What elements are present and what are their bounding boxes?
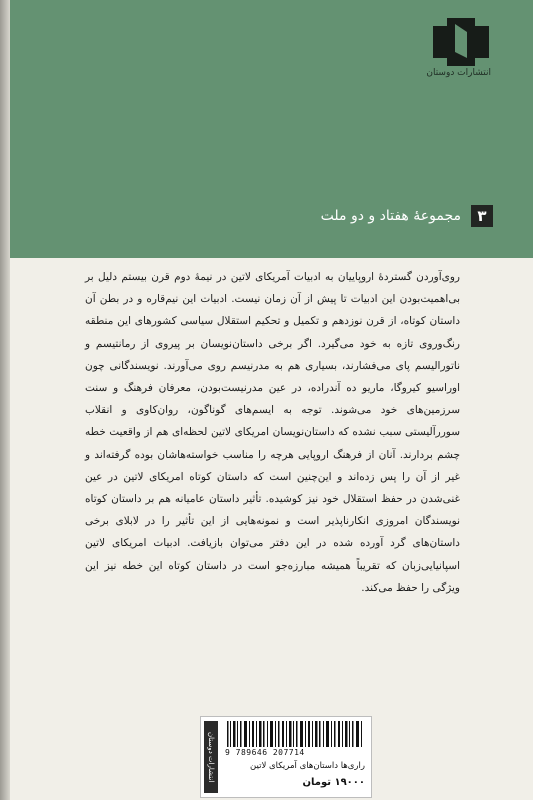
back-cover-blurb (85, 258, 460, 599)
series-number-badge: ۳ (471, 205, 493, 227)
price-label: ۱۹۰۰۰ تومان (302, 777, 365, 788)
series-label (321, 205, 493, 227)
spine-edge (0, 0, 10, 800)
barcode-sticker (200, 716, 372, 798)
cover-top-band (10, 0, 533, 258)
barcode-publisher-label: انتشارات دوستان (204, 721, 218, 793)
series-title: مجموعهٔ هفتاد و دو ملت (320, 208, 461, 224)
publisher-logo (426, 18, 491, 78)
publisher-logo-icon (433, 18, 489, 66)
blurb-paragraph: روی‌آوردن گستردهٔ اروپاییان به ادبیات آمریکای لاتین در نیمهٔ دوم قرن بیستم دلیل بر بی‌اهمیت‌بودن این ادبیات تا پیش از آن زمان نیست. ادبیات این نیم‌قاره و در بطن آن داستان کوتاه، از قرن نوزدهم و تکمیل و تحکیم استقلال سیاسی کشورهای این منطقه رنگ‌وروی تازه به خود می‌گیرد. اگر برخی داستان‌نویسان بر پیروی از رمانتیسم و ناتورالیسم پای می‌فشارند، بسیاری هم به مدرنیسم روی می‌آورند. نویسندگانی چون اوراسیو کیروگا، ماریو ده آندراده، در عین مدرنیست‌بودن، معرفان فرهنگ و سنت سرزمین‌های خود می‌شوند. توجه به ایسم‌های گوناگون، روان‌کاوی و انقلاب سوررآلیستی سبب نشده که داستان‌نویسان امریکای لاتین لحظه‌ای هم از واقعیت خطه چشم بردارند. آنان از فرهنگ اروپایی هرچه را مناسب خواسته‌هاشان بوده گرفته‌اند و غیر از آن را پس زده‌اند و این‌چنین است که داستان کوتاه امریکای لاتین در عین غنی‌شدن در حفظ استقلال خود نیز کوشیده. تأثیر داستان عامیانه هم بر داستان کوتاه نویسندگان امروزی انکارناپذیر است و نمونه‌هایی از این تأثیر را در لابلای برخی داستان‌های گرد آورده شده در این دفتر می‌توان بازیافت. ادبیات امریکای لاتین اسپانیایی‌زبان که تقریباً همیشه مبارزه‌جو است در داستان کوتاه این خطه نیز این ویژگی را حفظ می‌کند. (85, 271, 460, 594)
barcode-icon (225, 721, 365, 747)
publisher-name: انتشارات دوستان (426, 68, 491, 78)
isbn-digits: 9 789646 207714 (225, 748, 305, 757)
barcode-book-title: راری‌ها داستان‌های آمریکای لاتین (250, 761, 365, 771)
